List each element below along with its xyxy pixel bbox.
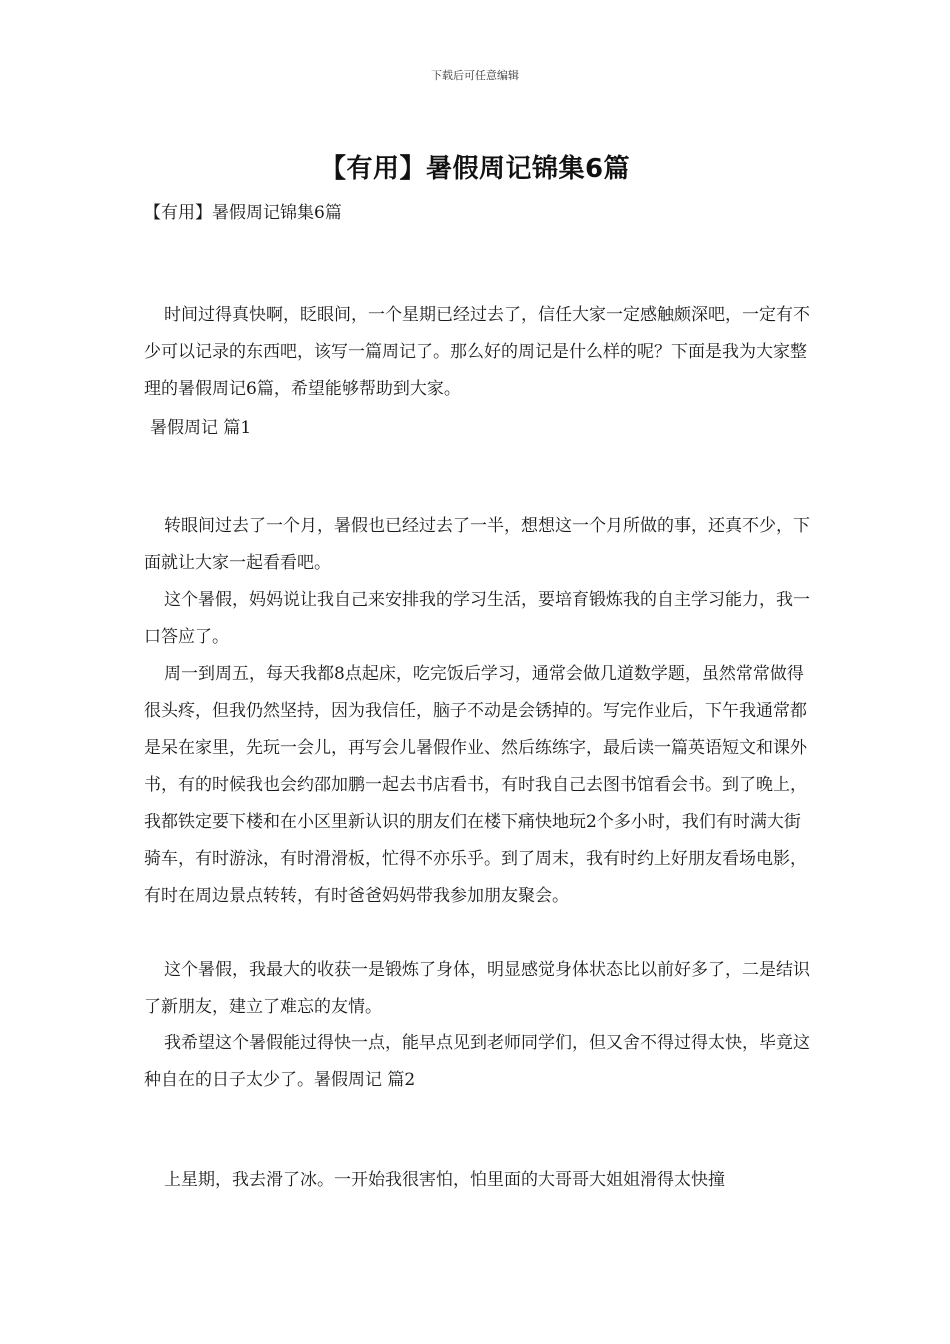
section1-paragraph (144, 508, 812, 582)
paragraph-text: 这个暑假，我最大的收获一是锻炼了身体，明显感觉身体状态比以前好多了，二是结识了新朋友，建立了难忘的友情。 (144, 960, 810, 1017)
intro-paragraph (144, 297, 812, 408)
paragraph-text: 我希望这个暑假能过得快一点，能早点见到老师同学们，但又舍不得过得太快，毕竟这种自在的日子太少了。暑假周记 篇2 (144, 1033, 810, 1090)
paragraph-text: 这个暑假，妈妈说让我自己来安排我的学习生活，要培育锻炼我的自主学习能力，我一口答应了。 (144, 590, 810, 647)
section1-paragraph (144, 952, 812, 1026)
section2-paragraph (144, 1162, 812, 1199)
document-title: 【有用】暑假周记锦集6篇 (319, 154, 631, 184)
document-subtitle: 【有用】暑假周记锦集6篇 (144, 203, 342, 223)
page-header-note: 下载后可任意编辑 (431, 69, 519, 82)
paragraph-text: 周一到周五，每天我都8点起床，吃完饭后学习，通常会做几道数学题，虽然常常做得很头疼，但我仍然坚持，因为我信任，脑子不动是会锈掉的。写完作业后，下午我通常都是呆在家里，先玩一会儿，再写会儿暑假作业、然后练练字，最后读一篇英语短文和课外书，有的时候我也会约邵加鹏一起去书店看书，有时我自己去图书馆看会书。到了晚上，我都铁定要下楼和在小区里新认识的朋友们在楼下痛快地玩2个多小时，我们有时满大街骑车，有时游泳，有时滑滑板，忙得不亦乐乎。到了周末，我有时约上好朋友看场电影，有时在周边景点转转，有时爸爸妈妈带我参加朋友聚会。 (144, 664, 807, 906)
section1-paragraph (144, 582, 812, 656)
paragraph-text: 转眼间过去了一个月，暑假也已经过去了一半，想想这一个月所做的事，还真不少，下面就让大家一起看看吧。 (144, 516, 810, 573)
section1-paragraph (144, 1025, 812, 1099)
paragraph-text: 上星期，我去滑了冰。一开始我很害怕，怕里面的大哥哥大姐姐滑得太快撞 (164, 1170, 725, 1190)
section1-paragraph (144, 656, 812, 915)
section-heading-1: 暑假周记 篇1 (150, 418, 252, 438)
intro-text: 时间过得真快啊，眨眼间，一个星期已经过去了，信任大家一定感触颇深吧，一定有不少可以记录的东西吧，该写一篇周记了。那么好的周记是什么样的呢？下面是我为大家整理的暑假周记6篇，希望能够帮助到大家。 (144, 305, 810, 399)
